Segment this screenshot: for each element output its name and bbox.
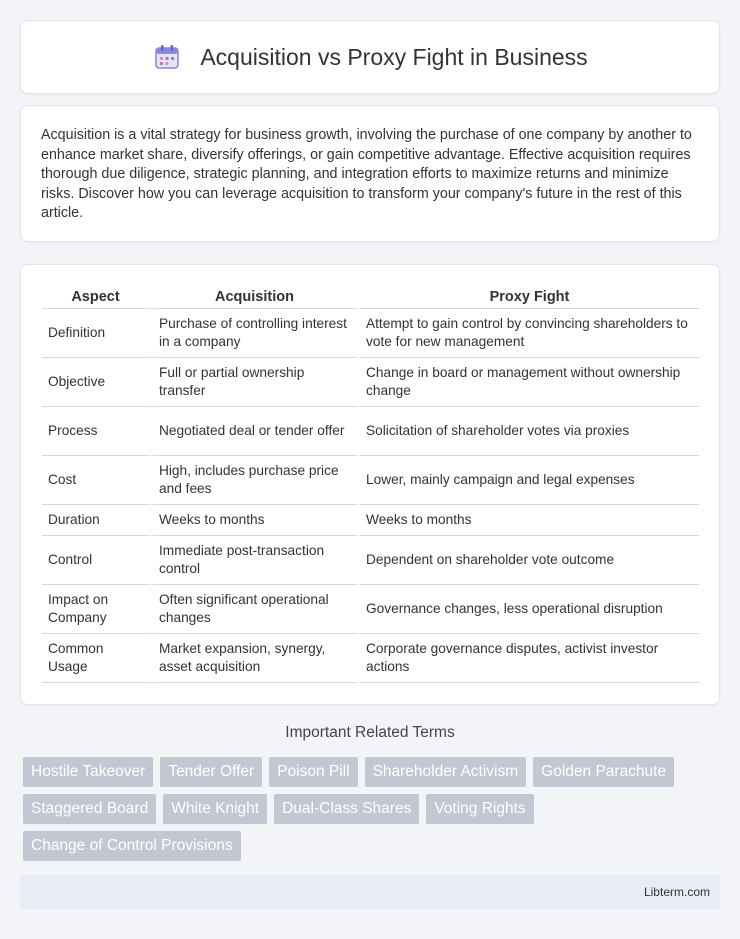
tag-change-of-control-provisions[interactable]: Change of Control Provisions bbox=[23, 831, 241, 861]
row-acquisition: Purchase of controlling interest in a company bbox=[153, 309, 360, 358]
row-aspect: Common Usage bbox=[42, 634, 153, 683]
row-proxy-fight: Weeks to months bbox=[360, 505, 699, 536]
tag-white-knight[interactable]: White Knight bbox=[163, 794, 267, 824]
header-proxy-fight: Proxy Fight bbox=[360, 285, 699, 309]
row-proxy-fight: Attempt to gain control by convincing shareholders to vote for new management bbox=[360, 309, 699, 358]
comparison-table bbox=[42, 285, 699, 683]
row-acquisition: Negotiated deal or tender offer bbox=[153, 407, 360, 456]
tag-poison-pill[interactable]: Poison Pill bbox=[269, 757, 357, 787]
tag-dual-class-shares[interactable]: Dual-Class Shares bbox=[274, 794, 419, 824]
row-proxy-fight: Corporate governance disputes, activist investor actions bbox=[360, 634, 699, 683]
row-proxy-fight: Governance changes, less operational disruption bbox=[360, 585, 699, 634]
comparison-table-card bbox=[20, 264, 720, 705]
table-row bbox=[42, 358, 699, 407]
table-row bbox=[42, 585, 699, 634]
row-proxy-fight: Change in board or management without ownership change bbox=[360, 358, 699, 407]
row-proxy-fight: Dependent on shareholder vote outcome bbox=[360, 536, 699, 585]
footer bbox=[20, 875, 720, 909]
tag-golden-parachute[interactable]: Golden Parachute bbox=[533, 757, 674, 787]
row-acquisition: Weeks to months bbox=[153, 505, 360, 536]
related-terms-list bbox=[23, 757, 723, 861]
calendar-icon bbox=[152, 42, 182, 72]
table-row bbox=[42, 505, 699, 536]
intro-card bbox=[20, 105, 720, 242]
row-aspect: Duration bbox=[42, 505, 153, 536]
tag-staggered-board[interactable]: Staggered Board bbox=[23, 794, 156, 824]
row-aspect: Impact on Company bbox=[42, 585, 153, 634]
header-acquisition: Acquisition bbox=[153, 285, 360, 309]
tag-voting-rights[interactable]: Voting Rights bbox=[426, 794, 533, 824]
header-card bbox=[20, 20, 720, 94]
table-row bbox=[42, 634, 699, 683]
row-aspect: Definition bbox=[42, 309, 153, 358]
row-aspect: Process bbox=[42, 407, 153, 456]
row-acquisition: Market expansion, synergy, asset acquisition bbox=[153, 634, 360, 683]
header-aspect: Aspect bbox=[42, 285, 153, 309]
tag-shareholder-activism[interactable]: Shareholder Activism bbox=[365, 757, 527, 787]
table-header-row bbox=[42, 285, 699, 309]
table-row bbox=[42, 407, 699, 456]
table-row bbox=[42, 536, 699, 585]
row-acquisition: High, includes purchase price and fees bbox=[153, 456, 360, 505]
table-row bbox=[42, 309, 699, 358]
footer-brand-link[interactable]: Libterm.com bbox=[643, 885, 710, 899]
row-aspect: Objective bbox=[42, 358, 153, 407]
page-title: Acquisition vs Proxy Fight in Business bbox=[200, 43, 588, 70]
tag-hostile-takeover[interactable]: Hostile Takeover bbox=[23, 757, 153, 787]
table-row bbox=[42, 456, 699, 505]
row-acquisition: Full or partial ownership transfer bbox=[153, 358, 360, 407]
row-proxy-fight: Solicitation of shareholder votes via proxies bbox=[360, 407, 699, 456]
row-acquisition: Often significant operational changes bbox=[153, 585, 360, 634]
row-acquisition: Immediate post-transaction control bbox=[153, 536, 360, 585]
related-terms-heading: Important Related Terms bbox=[285, 724, 455, 741]
row-aspect: Control bbox=[42, 536, 153, 585]
row-proxy-fight: Lower, mainly campaign and legal expenses bbox=[360, 456, 699, 505]
row-aspect: Cost bbox=[42, 456, 153, 505]
tag-tender-offer[interactable]: Tender Offer bbox=[160, 757, 262, 787]
intro-text: Acquisition is a vital strategy for business growth, involving the purchase of one company by another to enhance market share, diversify offerings, or gain competitive advantage. Effective acquisition requires thorough due diligence, strategic planning, and integration efforts to maximize returns and minimize risks. Discover how you can leverage acquisition to transform your company's future in the rest of this article. bbox=[41, 127, 692, 221]
